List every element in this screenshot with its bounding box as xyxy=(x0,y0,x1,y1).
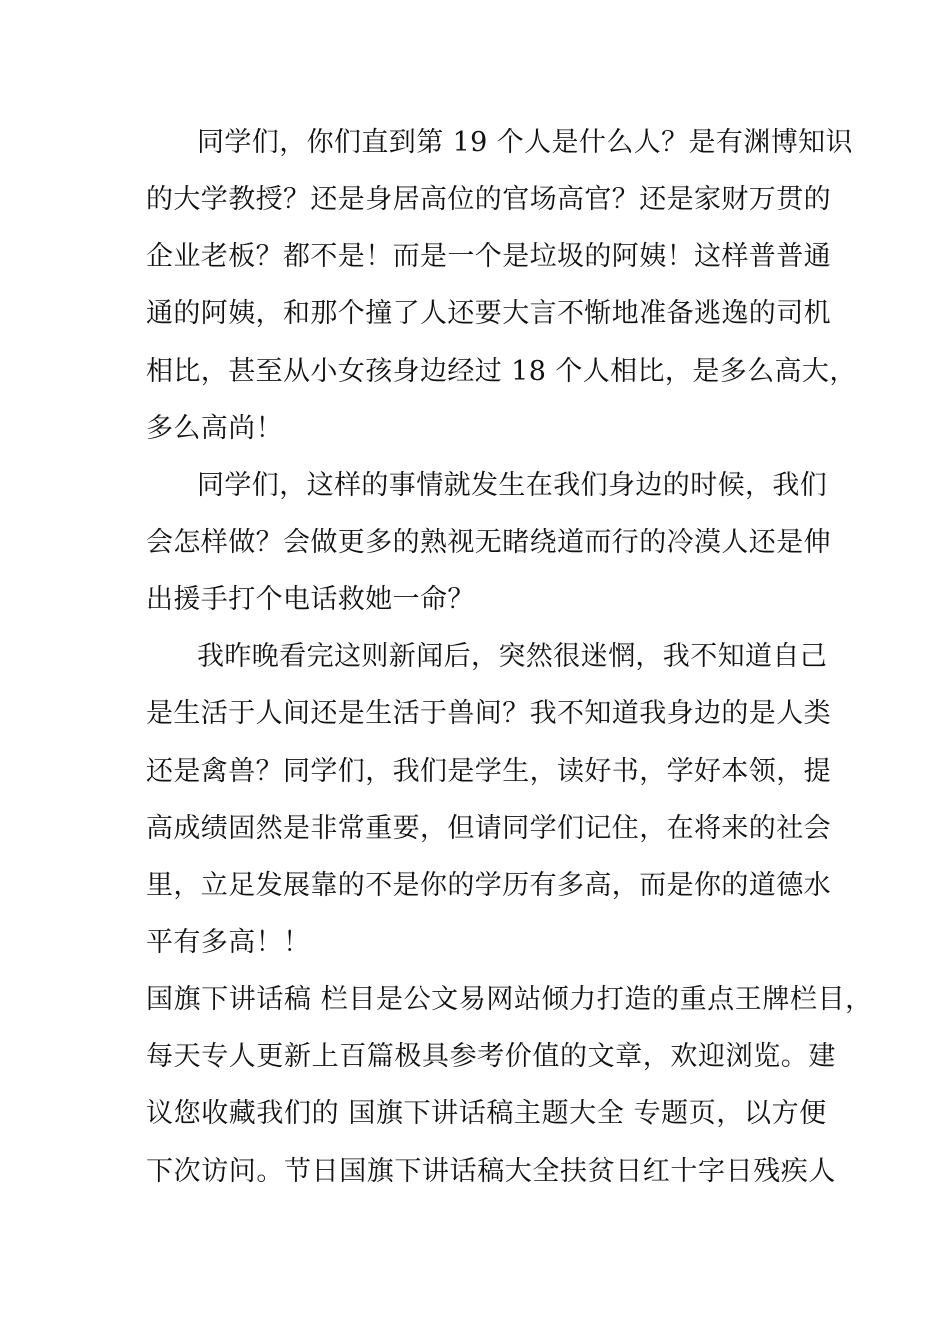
paragraph-3-line-2: 是生活于人间还是生活于兽间？我不知道我身边的是人类 xyxy=(146,698,831,729)
paragraph-1-line-4: 通的阿姨，和那个撞了人还要大言不惭地准备逃逸的司机 xyxy=(146,298,831,329)
paragraph-1-line-3: 企业老板？都不是！而是一个是垃圾的阿姨！这样普普通 xyxy=(146,241,831,272)
paragraph-1-line-5: 相比，甚至从小女孩身边经过 18 个人相比，是多么高大， xyxy=(146,356,857,387)
paragraph-1-line-6: 多么高尚！ xyxy=(146,413,283,444)
paragraph-3-line-6: 平有多高！！ xyxy=(146,927,311,958)
paragraph-2-line-3: 出援手打个电话救她一命？ xyxy=(146,584,475,615)
paragraph-3-line-4: 高成绩固然是非常重要，但请同学们记住，在将来的社会 xyxy=(146,813,831,844)
footer-line-4: 下次访问。节日国旗下讲话稿大全扶贫日红十字日残疾人 xyxy=(146,1156,836,1187)
paragraph-1-line-2: 的大学教授？还是身居高位的官场高官？还是家财万贯的 xyxy=(146,184,831,215)
paragraph-3-line-1: 我昨晚看完这则新闻后，突然很迷惘，我不知道自己 xyxy=(197,641,828,672)
footer-line-3: 议您收藏我们的 国旗下讲话稿主题大全 专题页，以方便 xyxy=(146,1098,827,1129)
paragraph-2-line-2: 会怎样做？会做更多的熟视无睹绕道而行的冷漠人还是伸 xyxy=(146,527,831,558)
paragraph-3-line-3: 还是禽兽？同学们，我们是学生，读好书，学好本领，提 xyxy=(146,756,831,787)
paragraph-1-line-1: 同学们，你们直到第 19 个人是什么人？是有渊博知识 xyxy=(197,127,853,158)
paragraph-2-line-1: 同学们，这样的事情就发生在我们身边的时候，我们 xyxy=(197,470,828,501)
paragraph-3-line-5: 里，立足发展靠的不是你的学历有多高，而是你的道德水 xyxy=(146,870,831,901)
footer-line-2: 每天专人更新上百篇极具参考价值的文章，欢迎浏览。建 xyxy=(146,1041,836,1072)
footer-line-1: 国旗下讲话稿 栏目是公文易网站倾力打造的重点王牌栏目， xyxy=(146,984,873,1015)
